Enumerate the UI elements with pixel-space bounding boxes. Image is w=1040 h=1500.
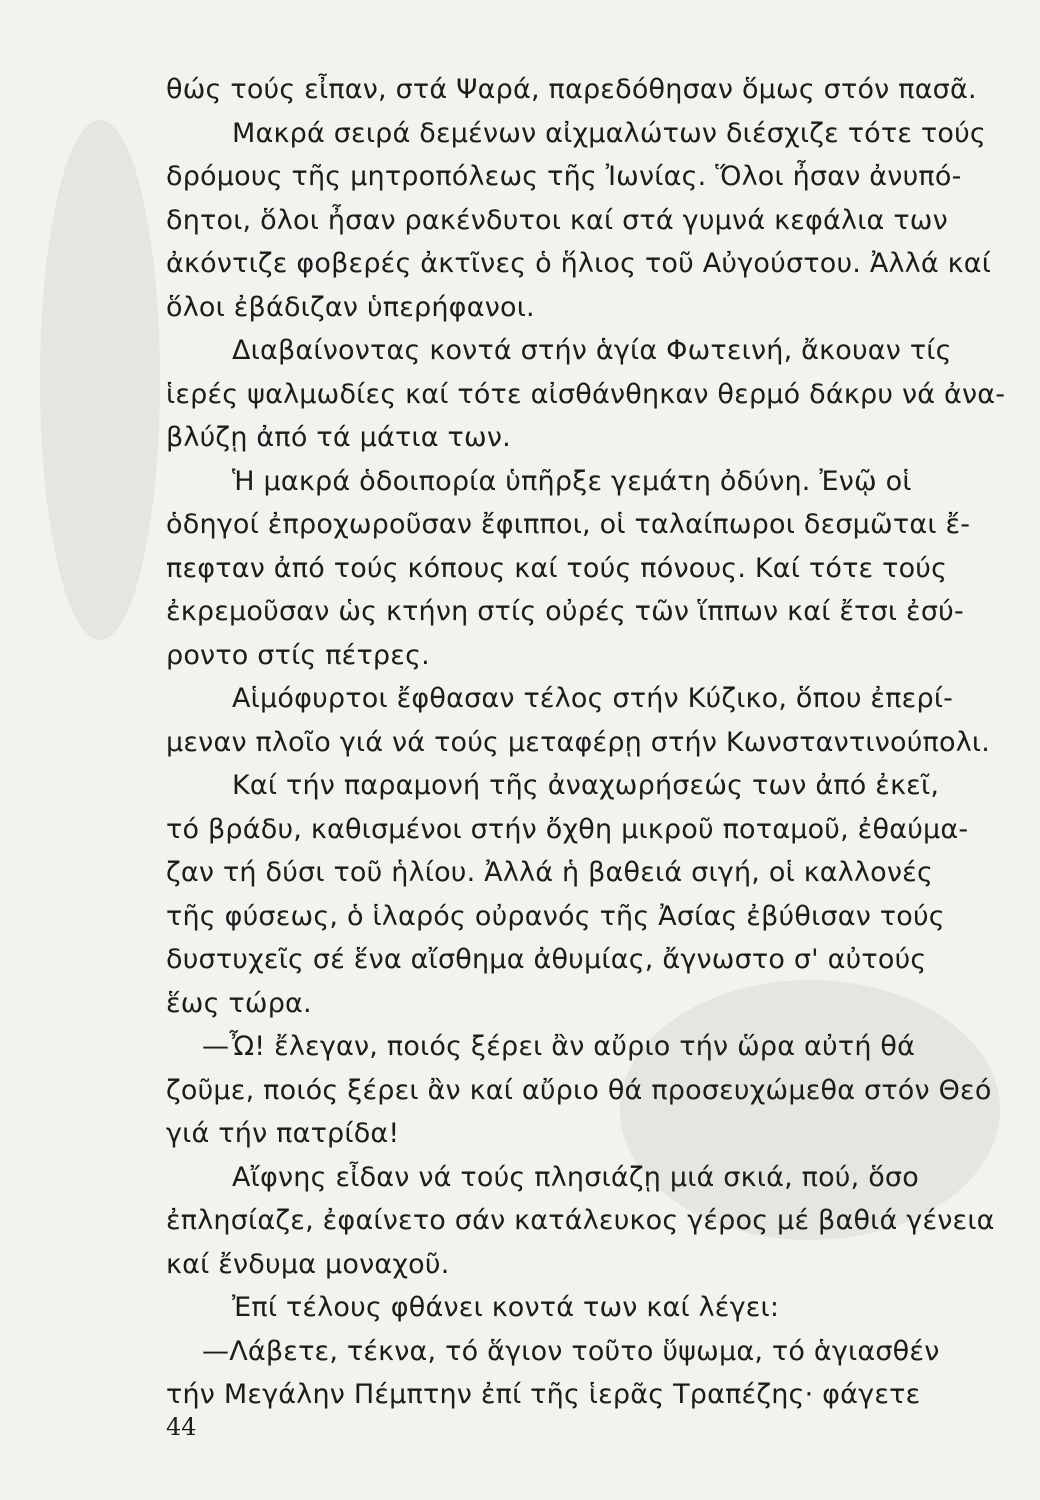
text-line: τήν Μεγάλην Πέμπτην ἐπί τῆς ἱερᾶς Τραπέζης· φάγετε (166, 1379, 921, 1410)
text-line: ἱερές ψαλμωδίες καί τότε αἰσθάνθηκαν θερμό δάκρυ νά ἀνα- (166, 378, 1006, 410)
text-line: ὅλοι ἐβάδιζαν ὑπερήφανοι. (166, 291, 535, 323)
text-line: ἐπλησίαζε, ἐφαίνετο σάν κατάλευκος γέρος μέ βαθιά γένεια (166, 1205, 995, 1236)
text-line: δρόμους τῆς μητροπόλεως τῆς Ἰωνίας. Ὅλοι ἦσαν ἀνυπό- (166, 161, 962, 192)
text-line: γιά τήν πατρίδα! (166, 1118, 400, 1149)
page-number: 44 (166, 1413, 197, 1441)
text-line: Αἱμόφυρτοι ἔφθασαν τέλος στήν Κύζικο, ὅπου ἐπερί- (232, 683, 954, 714)
text-line: μεναν πλοῖο γιά νά τούς μεταφέρῃ στήν Κωνσταντινούπολι. (166, 726, 991, 758)
text-line: Αἴφνης εἶδαν νά τούς πλησιάζῃ μιά σκιά, πού, ὅσο (232, 1161, 919, 1193)
text-line: Καί τήν παραμονή τῆς ἀναχωρήσεώς των ἀπό ἐκεῖ, (232, 770, 940, 801)
text-line: βλύζῃ ἀπό τά μάτια των. (166, 422, 511, 453)
text-line: —Ὦ! ἔλεγαν, ποιός ξέρει ἂν αὔριο τήν ὥρα αὐτή θά (202, 1031, 916, 1062)
text-line: δυστυχεῖς σέ ἕνα αἴσθημα ἀθυμίας, ἄγνωστο σ' αὐτούς (166, 944, 927, 975)
text-line: ὁδηγοί ἐπροχωροῦσαν ἔφιπποι, οἱ ταλαίπωροι δεσμῶται ἔ- (166, 509, 971, 540)
text-line: τό βράδυ, καθισμένοι στήν ὄχθη μικροῦ ποταμοῦ, ἐθαύμα- (166, 813, 969, 845)
text-line: ζοῦμε, ποιός ξέρει ἂν καί αὔριο θά προσευχώμεθα στόν Θεό (166, 1074, 992, 1106)
text-line: θώς τούς εἶπαν, στά Ψαρά, παρεδόθησαν ὅμως στόν πασᾶ. (166, 74, 977, 105)
text-line: δητοι, ὅλοι ἦσαν ρακένδυτοι καί στά γυμνά κεφάλια των (166, 204, 948, 236)
text-line: Ἐπί τέλους φθάνει κοντά των καί λέγει: (232, 1292, 780, 1323)
bleed-through-shadow (40, 120, 160, 640)
text-line: ροντο στίς πέτρες. (166, 639, 430, 671)
text-line: Διαβαίνοντας κοντά στήν ἁγία Φωτεινή, ἄκουαν τίς (232, 335, 952, 366)
text-line: πεφταν ἀπό τούς κόπους καί τούς πόνους. Καί τότε τούς (166, 552, 948, 584)
text-line: Μακρά σειρά δεμένων αἰχμαλώτων διέσχιζε τότε τούς (232, 117, 986, 149)
text-line: τῆς φύσεως, ὁ ἱλαρός οὐρανός τῆς Ἀσίας ἐβύθισαν τούς (166, 900, 945, 932)
text-line: Ἡ μακρά ὁδοιπορία ὑπῆρξε γεμάτη ὀδύνη. Ἐνῷ οἱ (232, 465, 912, 497)
text-line: ἕως τώρα. (166, 987, 312, 1019)
text-line: —Λάβετε, τέκνα, τό ἅγιον τοῦτο ὕψωμα, τό ἁγιασθέν (202, 1335, 940, 1367)
text-line: ἀκόντιζε φοβερές ἀκτῖνες ὁ ἥλιος τοῦ Αὐγούστου. Ἀλλά καί (166, 248, 992, 279)
text-line: καί ἔνδυμα μοναχοῦ. (166, 1248, 450, 1280)
text-line: ἐκρεμοῦσαν ὡς κτήνη στίς οὐρές τῶν ἵππων καί ἔτσι ἐσύ- (166, 596, 964, 627)
text-line: ζαν τή δύσι τοῦ ἡλίου. Ἀλλά ἡ βαθειά σιγή, οἱ καλλονές (166, 857, 933, 888)
body-text (166, 68, 1011, 1417)
